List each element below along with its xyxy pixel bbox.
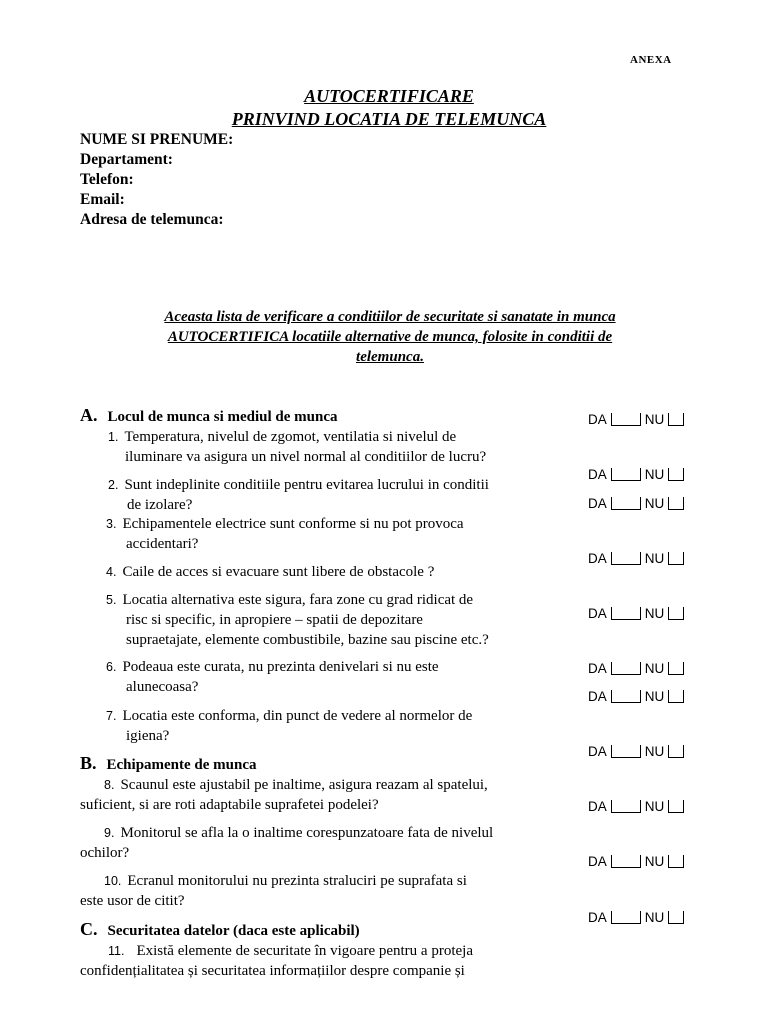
answer-row [588, 744, 684, 759]
no-label: NU [644, 412, 665, 427]
item-text: Există elemente de securitate în vigoare pentru a proteja [136, 943, 473, 959]
yes-checkbox[interactable] [611, 911, 641, 924]
no-checkbox[interactable] [668, 607, 684, 620]
item-text: alunecoasa? [126, 679, 199, 695]
checklist-item-1 [108, 427, 486, 467]
checklist-item-7 [106, 706, 472, 746]
yes-checkbox[interactable] [611, 800, 641, 813]
section-title: Locul de munca si mediul de munca [107, 409, 338, 425]
no-checkbox[interactable] [668, 800, 684, 813]
no-label: NU [644, 744, 665, 759]
item-text: Sunt indeplinite conditiile pentru evitarea lucrului in conditii [124, 477, 489, 493]
item-text: Locatia este conforma, din punct de vedere al normelor de [122, 708, 473, 724]
no-checkbox[interactable] [668, 662, 684, 675]
yes-checkbox[interactable] [611, 690, 641, 703]
item-number: 10. [104, 874, 122, 888]
item-number: 8. [104, 778, 115, 792]
item-number: 2. [108, 478, 119, 492]
item-text: Locatia alternativa este sigura, fara zone cu grad ridicat de [122, 592, 474, 608]
section-letter: B. [80, 753, 97, 773]
section-a-heading [80, 405, 338, 426]
item-text: este usor de citit? [80, 893, 185, 909]
no-checkbox[interactable] [668, 911, 684, 924]
answer-row [588, 661, 684, 676]
checklist-item-5 [106, 590, 489, 650]
field-department: Departament: [80, 151, 173, 168]
document-subtitle: PRINVIND LOCATIA DE TELEMUNCA [231, 109, 547, 129]
no-checkbox[interactable] [668, 552, 684, 565]
no-label: NU [644, 661, 665, 676]
item-number: 7. [106, 709, 117, 723]
item-text: risc si specific, in apropiere – spatii de depozitare [126, 612, 423, 628]
answer-row [588, 496, 684, 511]
yes-label: DA [588, 551, 607, 566]
item-text: Ecranul monitorului nu prezinta straluciri pe suprafata si [127, 873, 467, 889]
item-text: Caile de acces si evacuare sunt libere de obstacole ? [122, 564, 435, 580]
yes-label: DA [588, 606, 607, 621]
document-title: AUTOCERTIFICARE [304, 86, 474, 106]
checklist-item-2 [108, 475, 489, 515]
checklist-item-6 [106, 657, 439, 697]
item-number: 5. [106, 593, 117, 607]
checklist-item-4 [106, 562, 434, 582]
item-number: 6. [106, 660, 117, 674]
answer-row [588, 551, 684, 566]
checklist-item-11 [80, 941, 473, 981]
item-number: 11. [108, 944, 125, 958]
field-email: Email: [80, 191, 125, 208]
yes-checkbox[interactable] [611, 745, 641, 758]
answer-row [588, 412, 684, 427]
item-text: Podeaua este curata, nu prezinta denivelari si nu este [122, 659, 439, 675]
yes-label: DA [588, 910, 607, 925]
no-checkbox[interactable] [668, 468, 684, 481]
item-text: Echipamentele electrice sunt conforme si nu pot provoca [122, 516, 464, 532]
yes-checkbox[interactable] [611, 855, 641, 868]
yes-checkbox[interactable] [611, 662, 641, 675]
item-text: Monitorul se afla la o inaltime corespunzatoare fata de nivelul [120, 825, 494, 841]
annex-label: ANEXA [630, 54, 672, 66]
checklist-item-10 [80, 871, 467, 911]
yes-checkbox[interactable] [611, 413, 641, 426]
intro-line: Aceasta lista de verificare a conditiilor de securitate si sanatate in munca [164, 309, 616, 325]
section-title: Echipamente de munca [106, 757, 257, 773]
item-text: supraetajate, elemente combustibile, bazine sau piscine etc.? [126, 632, 489, 648]
no-label: NU [644, 551, 665, 566]
yes-checkbox[interactable] [611, 552, 641, 565]
section-b-heading [80, 753, 257, 774]
item-text: de izolare? [127, 497, 193, 513]
no-checkbox[interactable] [668, 690, 684, 703]
yes-checkbox[interactable] [611, 497, 641, 510]
item-text: iluminare va asigura un nivel normal al conditiilor de lucru? [125, 449, 487, 465]
no-label: NU [644, 606, 665, 621]
yes-checkbox[interactable] [611, 607, 641, 620]
item-text: igiena? [126, 728, 170, 744]
no-checkbox[interactable] [668, 745, 684, 758]
item-number: 9. [104, 826, 115, 840]
no-checkbox[interactable] [668, 855, 684, 868]
yes-checkbox[interactable] [611, 468, 641, 481]
no-checkbox[interactable] [668, 413, 684, 426]
yes-label: DA [588, 412, 607, 427]
section-title: Securitatea datelor (daca este aplicabil) [107, 923, 360, 939]
item-text: ochilor? [80, 845, 130, 861]
section-c-heading [80, 919, 360, 940]
yes-label: DA [588, 799, 607, 814]
answer-row [588, 854, 684, 869]
item-number: 1. [108, 430, 119, 444]
no-label: NU [644, 467, 665, 482]
no-label: NU [644, 910, 665, 925]
item-text: Temperatura, nivelul de zgomot, ventilatia si nivelul de [124, 429, 457, 445]
item-number: 4. [106, 565, 117, 579]
answer-row [588, 799, 684, 814]
answer-row [588, 910, 684, 925]
field-address: Adresa de telemunca: [80, 211, 224, 228]
answer-row [588, 689, 684, 704]
checklist-item-8 [80, 775, 488, 815]
checklist-item-9 [80, 823, 493, 863]
intro-line: AUTOCERTIFICA locatiile alternative de munca, folosite in conditii de [167, 329, 613, 345]
yes-label: DA [588, 467, 607, 482]
checklist-item-3 [106, 514, 464, 554]
no-checkbox[interactable] [668, 497, 684, 510]
intro-line: telemunca. [356, 349, 424, 365]
field-name: NUME SI PRENUME: [80, 131, 234, 148]
item-text: suficient, si are roti adaptabile suprafetei podelei? [80, 797, 379, 813]
no-label: NU [644, 689, 665, 704]
field-phone: Telefon: [80, 171, 134, 188]
answer-row [588, 467, 684, 482]
item-number: 3. [106, 517, 117, 531]
yes-label: DA [588, 744, 607, 759]
yes-label: DA [588, 661, 607, 676]
yes-label: DA [588, 689, 607, 704]
intro-text [80, 307, 700, 367]
yes-label: DA [588, 854, 607, 869]
item-text: accidentari? [126, 536, 199, 552]
answer-row [588, 606, 684, 621]
section-letter: A. [80, 405, 98, 425]
no-label: NU [644, 799, 665, 814]
section-letter: C. [80, 919, 98, 939]
yes-label: DA [588, 496, 607, 511]
item-text: Scaunul este ajustabil pe inaltime, asigura reazam al spatelui, [120, 777, 488, 793]
no-label: NU [644, 496, 665, 511]
item-text: confidențialitatea și securitatea informațiilor despre companie și [80, 963, 465, 979]
no-label: NU [644, 854, 665, 869]
